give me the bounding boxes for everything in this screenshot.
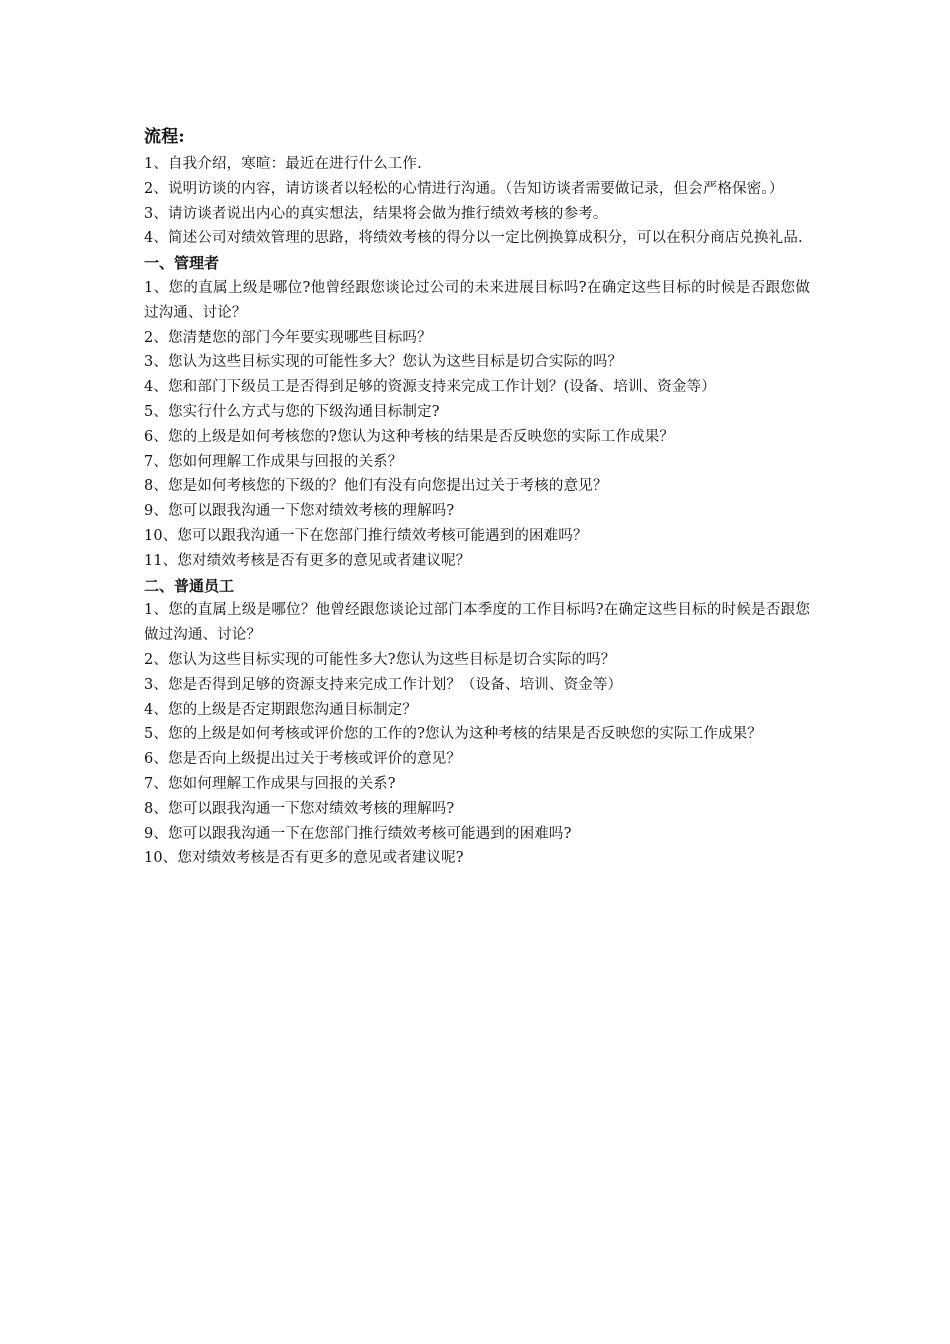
employee-question: 2、您认为这些目标实现的可能性多大?您认为这些目标是切合实际的吗？ <box>144 651 616 668</box>
section-heading-managers: 一、管理者 <box>144 254 220 273</box>
process-step: 1、自我介绍，寒暄：最近在进行什么工作. <box>144 156 422 172</box>
manager-question: 10、您可以跟我沟通一下在您部门推行绩效考核可能遇到的困难吗？ <box>144 527 588 544</box>
section-heading-employees: 二、普通员工 <box>144 576 235 595</box>
process-step: 2、说明访谈的内容，请访谈者以轻松的心情进行沟通。（告知访谈者需要做记录，但会严格保密。） <box>144 180 784 197</box>
manager-question: 7、您如何理解工作成果与回报的关系？ <box>144 453 403 470</box>
process-step: 3、请访谈者说出内心的真实想法，结果将会做为推行绩效考核的参考。 <box>144 205 608 222</box>
manager-question: 4、您和部门下级员工是否得到足够的资源支持来完成工作计划？(设备、培训、资金等） <box>144 379 716 396</box>
process-steps-list <box>144 152 810 251</box>
manager-question: 3、您认为这些目标实现的可能性多大？您认为这些目标是切合实际的吗？ <box>144 354 623 371</box>
manager-question: 9、您可以跟我沟通一下您对绩效考核的理解吗? <box>144 503 455 520</box>
manager-question: 5、您实行什么方式与您的下级沟通目标制定? <box>144 403 440 420</box>
employee-question: 9、您可以跟我沟通一下在您部门推行绩效考核可能遇到的困难吗? <box>144 825 572 842</box>
employee-question: 3、您是否得到足够的资源支持来完成工作计划？（设备、培训、资金等） <box>144 676 623 693</box>
employee-questions-list <box>144 598 810 871</box>
manager-question: 8、您是如何考核您的下级的？他们有没有向您提出过关于考核的意见？ <box>144 478 608 495</box>
employee-question: 10、您对绩效考核是否有更多的意见或者建议呢? <box>144 850 464 867</box>
employee-question: 4、您的上级是否定期跟您沟通目标制定？ <box>144 701 418 718</box>
manager-question: 11、您对绩效考核是否有更多的意见或者建议呢？ <box>144 552 471 569</box>
process-step: 4、简述公司对绩效管理的思路，将绩效考核的得分以一定比例换算成积分，可以在积分商店兑换礼品. <box>144 230 803 247</box>
manager-questions-list <box>144 276 810 574</box>
employee-question: 7、您如何理解工作成果与回报的关系? <box>144 775 396 792</box>
employee-question: 8、您可以跟我沟通一下您对绩效考核的理解吗? <box>144 800 455 817</box>
document-page <box>144 124 810 871</box>
employee-question: 5、您的上级是如何考核或评价您的工作的?您认为这种考核的结果是否反映您的实际工作成果？ <box>144 726 762 743</box>
document-title: 流程: <box>144 127 185 147</box>
manager-question: 6、您的上级是如何考核您的?您认为这种考核的结果是否反映您的实际工作成果？ <box>144 428 675 445</box>
manager-question: 1、您的直属上级是哪位?他曾经跟您谈论过公司的未来进展目标吗?在确定这些目标的时候是否跟您做过沟通、讨论？ <box>144 279 810 321</box>
employee-question: 6、您是否向上级提出过关于考核或评价的意见？ <box>144 751 462 768</box>
manager-question: 2、您清楚您的部门今年要实现哪些目标吗？ <box>144 329 432 346</box>
employee-question: 1、您的直属上级是哪位？他曾经跟您谈论过部门本季度的工作目标吗?在确定这些目标的时候是否跟您做过沟通、讨论？ <box>144 602 810 644</box>
